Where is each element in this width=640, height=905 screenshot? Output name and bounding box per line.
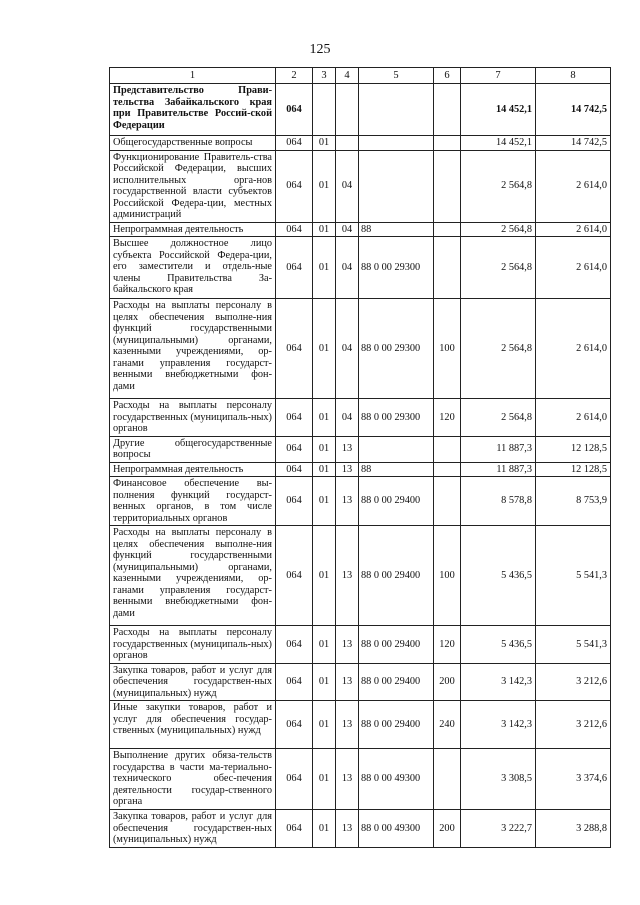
- code-expense-type: [434, 749, 461, 810]
- amount-year-1: 3 142,3: [461, 701, 536, 749]
- table-row: [110, 663, 611, 701]
- code-section: 01: [313, 462, 336, 477]
- code-admin: 064: [276, 663, 313, 701]
- code-section: 01: [313, 477, 336, 526]
- amount-year-2: 3 374,6: [536, 749, 611, 810]
- code-expense-type: 100: [434, 526, 461, 626]
- amount-year-1: 2 564,8: [461, 150, 536, 222]
- code-subsection: 04: [336, 299, 359, 399]
- code-target: 88 0 00 29400: [359, 701, 434, 749]
- code-admin: 064: [276, 436, 313, 462]
- code-subsection: 13: [336, 663, 359, 701]
- code-target: [359, 136, 434, 151]
- code-subsection: [336, 136, 359, 151]
- amount-year-2: 2 614,0: [536, 237, 611, 299]
- row-name: Расходы на выплаты персоналу государственных (муниципаль-ных) органов: [110, 399, 276, 437]
- table-row: [110, 237, 611, 299]
- code-section: 01: [313, 299, 336, 399]
- code-expense-type: [434, 477, 461, 526]
- amount-year-1: 14 452,1: [461, 84, 536, 136]
- code-expense-type: [434, 237, 461, 299]
- code-section: 01: [313, 222, 336, 237]
- code-section: 01: [313, 663, 336, 701]
- code-admin: 064: [276, 626, 313, 664]
- table-row: [110, 626, 611, 664]
- amount-year-2: 3 288,8: [536, 810, 611, 848]
- code-target: 88 0 00 29300: [359, 399, 434, 437]
- code-section: 01: [313, 749, 336, 810]
- amount-year-1: 11 887,3: [461, 436, 536, 462]
- code-admin: 064: [276, 399, 313, 437]
- budget-table: [109, 67, 611, 848]
- code-subsection: 13: [336, 462, 359, 477]
- code-expense-type: 200: [434, 810, 461, 848]
- table-row: [110, 150, 611, 222]
- code-target: 88 0 00 29400: [359, 526, 434, 626]
- code-section: 01: [313, 136, 336, 151]
- code-expense-type: 120: [434, 626, 461, 664]
- code-section: 01: [313, 526, 336, 626]
- code-subsection: 04: [336, 399, 359, 437]
- code-expense-type: 240: [434, 701, 461, 749]
- amount-year-1: 5 436,5: [461, 626, 536, 664]
- table-row: [110, 701, 611, 749]
- code-section: [313, 84, 336, 136]
- amount-year-1: 2 564,8: [461, 399, 536, 437]
- code-section: 01: [313, 399, 336, 437]
- row-name: Расходы на выплаты персоналу в целях обеспечения выполне-ния функций государственными (муниципальными) органами, казенными учреждениями, ор-ганами управления государст-венными внебюджетными фон-дами: [110, 526, 276, 626]
- code-target: [359, 436, 434, 462]
- amount-year-2: 2 614,0: [536, 399, 611, 437]
- column-header: 4: [336, 68, 359, 84]
- table-row: [110, 462, 611, 477]
- amount-year-2: 12 128,5: [536, 436, 611, 462]
- column-header: 8: [536, 68, 611, 84]
- code-expense-type: 100: [434, 299, 461, 399]
- code-expense-type: [434, 436, 461, 462]
- code-subsection: 04: [336, 222, 359, 237]
- row-name: Финансовое обеспечение вы-полнения функций государст-венных органов, в том числе территориальных органов: [110, 477, 276, 526]
- code-admin: 064: [276, 222, 313, 237]
- table-row: [110, 526, 611, 626]
- code-section: 01: [313, 237, 336, 299]
- code-admin: 064: [276, 477, 313, 526]
- code-admin: 064: [276, 462, 313, 477]
- table-row: [110, 477, 611, 526]
- code-subsection: 13: [336, 436, 359, 462]
- amount-year-1: 8 578,8: [461, 477, 536, 526]
- code-admin: 064: [276, 84, 313, 136]
- code-expense-type: [434, 136, 461, 151]
- row-name: Другие общегосударственные вопросы: [110, 436, 276, 462]
- table-row: [110, 84, 611, 136]
- column-header: 3: [313, 68, 336, 84]
- code-admin: 064: [276, 299, 313, 399]
- code-target: 88: [359, 462, 434, 477]
- row-name: Непрограммная деятельность: [110, 462, 276, 477]
- table-row: [110, 399, 611, 437]
- amount-year-2: 8 753,9: [536, 477, 611, 526]
- row-name: Расходы на выплаты персоналу государственных (муниципаль-ных) органов: [110, 626, 276, 664]
- amount-year-1: 3 222,7: [461, 810, 536, 848]
- amount-year-1: 2 564,8: [461, 299, 536, 399]
- row-name: Функционирование Правитель-ства Российской Федерации, высших исполнительных орга-нов государственной власти субъектов Российской Федера-ции, местных администраций: [110, 150, 276, 222]
- code-expense-type: [434, 84, 461, 136]
- code-target: 88: [359, 222, 434, 237]
- code-subsection: 13: [336, 477, 359, 526]
- column-header: 2: [276, 68, 313, 84]
- row-name: Непрограммная деятельность: [110, 222, 276, 237]
- code-expense-type: [434, 150, 461, 222]
- table-row: [110, 436, 611, 462]
- amount-year-2: 14 742,5: [536, 136, 611, 151]
- code-admin: 064: [276, 136, 313, 151]
- row-name: Закупка товаров, работ и услуг для обеспечения государствен-ных (муниципальных) нужд: [110, 810, 276, 848]
- amount-year-2: 2 614,0: [536, 150, 611, 222]
- code-subsection: 13: [336, 701, 359, 749]
- amount-year-2: 14 742,5: [536, 84, 611, 136]
- code-target: 88 0 00 29400: [359, 626, 434, 664]
- code-subsection: [336, 84, 359, 136]
- code-section: 01: [313, 150, 336, 222]
- amount-year-1: 2 564,8: [461, 222, 536, 237]
- column-header: 5: [359, 68, 434, 84]
- column-header: 6: [434, 68, 461, 84]
- column-header: 1: [110, 68, 276, 84]
- amount-year-2: 2 614,0: [536, 299, 611, 399]
- row-name: Представительство Прави-тельства Забайкальского края при Правительстве Россий-ской Федерации: [110, 84, 276, 136]
- amount-year-2: 2 614,0: [536, 222, 611, 237]
- table-row: [110, 299, 611, 399]
- code-target: 88 0 00 29400: [359, 477, 434, 526]
- amount-year-2: 5 541,3: [536, 526, 611, 626]
- table-row: [110, 222, 611, 237]
- amount-year-2: 12 128,5: [536, 462, 611, 477]
- code-subsection: 13: [336, 626, 359, 664]
- row-name: Высшее должностное лицо субъекта Российской Федера-ции, его заместители и отдель-ные члены Правительства За-байкальского края: [110, 237, 276, 299]
- amount-year-1: 5 436,5: [461, 526, 536, 626]
- amount-year-1: 3 142,3: [461, 663, 536, 701]
- code-admin: 064: [276, 150, 313, 222]
- code-target: 88 0 00 29300: [359, 299, 434, 399]
- row-name: Закупка товаров, работ и услуг для обеспечения государствен-ных (муниципальных) нужд: [110, 663, 276, 701]
- code-expense-type: [434, 222, 461, 237]
- row-name: Выполнение других обяза-тельств государства в части ма-териально-технического обес-печения деятельности государ-ственного органа: [110, 749, 276, 810]
- code-target: [359, 150, 434, 222]
- code-expense-type: 120: [434, 399, 461, 437]
- row-name: Иные закупки товаров, работ и услуг для обеспечения государ-ственных (муниципальных) нужд: [110, 701, 276, 749]
- code-section: 01: [313, 436, 336, 462]
- header-row: [110, 68, 611, 84]
- code-subsection: 13: [336, 810, 359, 848]
- table-row: [110, 136, 611, 151]
- page-number: 125: [309, 42, 331, 57]
- amount-year-1: 11 887,3: [461, 462, 536, 477]
- amount-year-1: 14 452,1: [461, 136, 536, 151]
- code-target: 88 0 00 29400: [359, 663, 434, 701]
- code-section: 01: [313, 810, 336, 848]
- code-target: 88 0 00 49300: [359, 810, 434, 848]
- code-admin: 064: [276, 701, 313, 749]
- table-row: [110, 749, 611, 810]
- code-target: 88 0 00 29300: [359, 237, 434, 299]
- code-target: 88 0 00 49300: [359, 749, 434, 810]
- code-target: [359, 84, 434, 136]
- code-admin: 064: [276, 810, 313, 848]
- code-expense-type: 200: [434, 663, 461, 701]
- code-admin: 064: [276, 749, 313, 810]
- code-subsection: 13: [336, 749, 359, 810]
- code-admin: 064: [276, 526, 313, 626]
- code-expense-type: [434, 462, 461, 477]
- column-header: 7: [461, 68, 536, 84]
- code-subsection: 13: [336, 526, 359, 626]
- table-row: [110, 810, 611, 848]
- code-section: 01: [313, 701, 336, 749]
- amount-year-2: 5 541,3: [536, 626, 611, 664]
- row-name: Расходы на выплаты персоналу в целях обеспечения выполне-ния функций государственными (муниципальными) органами, казенными учреждениями, ор-ганами управления государст-венными внебюджетными фон-дами: [110, 299, 276, 399]
- code-subsection: 04: [336, 237, 359, 299]
- code-admin: 064: [276, 237, 313, 299]
- row-name: Общегосударственные вопросы: [110, 136, 276, 151]
- amount-year-1: 3 308,5: [461, 749, 536, 810]
- code-subsection: 04: [336, 150, 359, 222]
- amount-year-2: 3 212,6: [536, 701, 611, 749]
- code-section: 01: [313, 626, 336, 664]
- amount-year-2: 3 212,6: [536, 663, 611, 701]
- amount-year-1: 2 564,8: [461, 237, 536, 299]
